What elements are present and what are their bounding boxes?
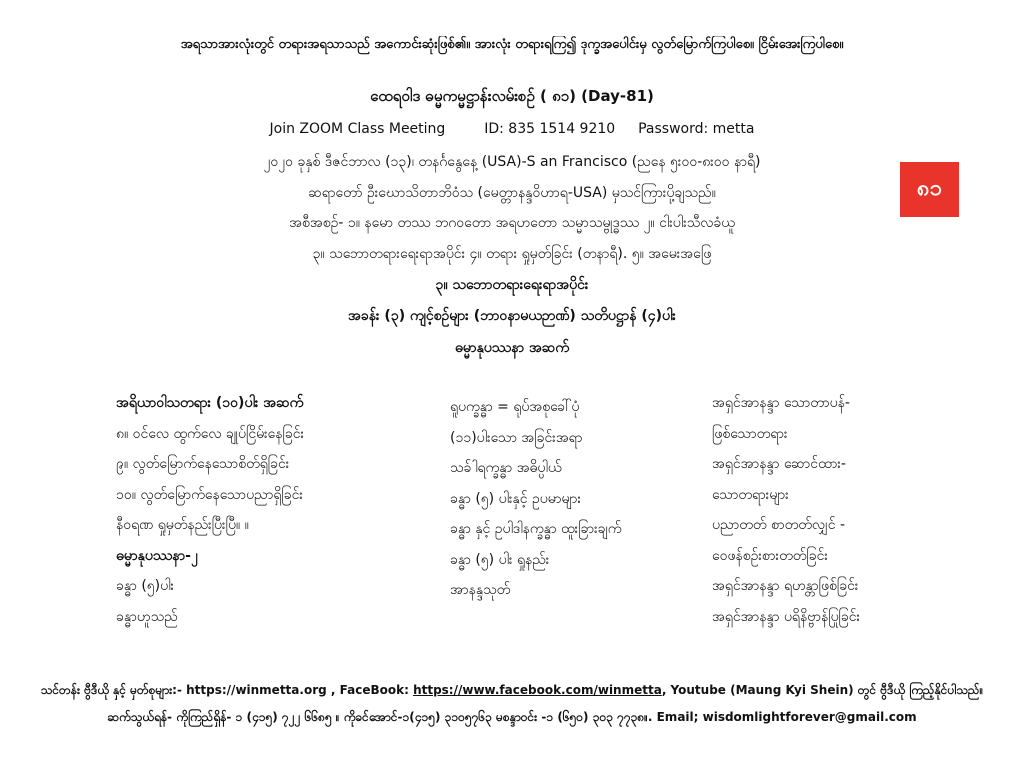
day-number: ၈၁ xyxy=(917,176,942,201)
section-topic: ဓမ္မာနုပဿနာ အဆက် xyxy=(454,340,570,356)
zoom-id: ID: 835 1514 9210 xyxy=(484,121,616,137)
list-item: ရူပက္ခန္ဓာ = ရုပ်အစုခေါ်ပုံ xyxy=(450,399,580,415)
list-item: ခန္ဓာ (၅) ပါးနှင့် ဥပမာများ xyxy=(450,490,581,507)
page-title: ထေရဝါဒ ဓမ္မကမ္မဋ္ဌာန်းလမ်းစဥ် ( ၈၁) (Day-81) xyxy=(370,87,654,105)
list-item: ဝေဖန်စဥ်းစားတတ်ခြင်း xyxy=(712,547,828,564)
teacher-line: ဆရာတော် ဦးဃောသိတာဘိဝံသ (မေတ္တာနန္ဒဝိဟာရ-USA) မှသင်ကြားပို့ချသည်။ xyxy=(308,185,716,201)
list-item: ဓမ္မာနုပဿနာ-၂ xyxy=(116,547,198,564)
list-item: ခန္ဓာ နှင့် ဥပါဒါနက္ခန္ဓာ ထူးခြားချက် xyxy=(450,521,622,537)
middle-column xyxy=(450,392,690,606)
schedule-line-1: အစီအစဥ်- ၁။ နမော တဿ ဘဂဝတော အရဟတော သမ္မာသမ္ဗုဒ္ဓဿ ၂။ ငါးပါးသီလခံယူ xyxy=(289,215,735,231)
day-number-badge xyxy=(900,162,959,217)
date-line: ၂၀၂၀ ခုနှစ် ဒီဇင်ဘာလ (၁၃)၊ တနင်္ဂနွေနေ့ (USA)-S an Francisco (ညနေ ၅း၀၀-၈း၀၀ နာရီ) xyxy=(263,154,761,170)
list-item: ခန္ဓာ (၅) ပါး ရှုနည်း xyxy=(450,551,550,568)
list-item: (၁၁)ပါးသော အခြင်းအရာ xyxy=(450,429,583,446)
list-item: ခန္ဓာ (၅)ပါး xyxy=(116,578,175,594)
schedule-line-2: ၃။ သဘောတရားရေးရာအပိုင်း ၄။ တရား ရှုမှတ်ခြင်း (တနာရီ). ၅။ အမေးအဖြေ xyxy=(312,246,712,262)
list-item: အရှင်အာနန္ဒာ ပရိနိဗ္ဗာန်ပြုခြင်း xyxy=(712,608,861,625)
list-item: ၁၀။ လွတ်မြောက်နေသောပညာရှိခြင်း xyxy=(116,486,303,503)
facebook-link[interactable]: https://www.facebook.com/winmetta xyxy=(413,683,662,697)
section-heading: ၃။ သဘောတရားရေးရာအပိုင်း xyxy=(435,277,589,293)
list-item: နီဝရဏ ရှုမှတ်နည်းပြီးပြီ။ ။ xyxy=(116,517,249,533)
left-column xyxy=(116,388,416,632)
list-item: ပညာတတ် စာတတ်လျှင် - xyxy=(712,517,846,533)
footer-links xyxy=(0,682,1024,700)
footer-links-suffix: , Youtube (Maung Kyi Shein) တွင် ဗွီဒီယို ကြည့်နိုင်ပါသည်။ xyxy=(661,683,984,697)
list-item: အရှင်အာနန္ဒာ သောတာပန်- xyxy=(712,395,850,411)
list-item: ဖြစ်သောတရား xyxy=(712,425,788,442)
section-subheading: အခန်း (၃) ကျင့်စဥ်များ (ဘာဝနာမယဉာဏ်) သတိပဋ္ဌာန် (၄)ပါး xyxy=(348,308,676,324)
list-item: ခန္ဓာဟူသည် xyxy=(116,608,178,625)
list-item: သခ်ါရက္ခန္ဓာ အဓိပ္ပါယ် xyxy=(450,460,562,476)
list-item: အရှင်အာနန္ဒာ ရဟန္တာဖြစ်ခြင်း xyxy=(712,578,859,594)
footer-contact: ဆက်သွယ်ရန်- ကိုကြည်ရှိန်- ၁ (၄၁၅) ၇၂၂ ၆၆၈၅ ။ ကိုခင်အောင်-၁(၄၁၅) ၃၁၀၅၇၆၃ မစန္ဒာဝင်း -၁ (၆၅၀) ၃၀၃ ၇၇၃၈။. Email; wisdomlightforever@gmail.com xyxy=(107,710,917,724)
list-item: အရိယာဝါသတရား (၁၀)ပါး အဆက် xyxy=(116,395,304,411)
list-item: အာနန္ဒသုတ် xyxy=(450,582,511,598)
zoom-label: Join ZOOM Class Meeting xyxy=(269,121,446,137)
footer-links-prefix: သင်တန်း ဗွီဒီယို နှင့် မှတ်စုများ:- https://winmetta.org , FaceBook: xyxy=(40,683,414,697)
list-item: သောတရားများ xyxy=(712,486,789,503)
header-motto: အရသာအားလုံးတွင် တရားအရသာသည် အကောင်းဆုံးဖြစ်၏။ အားလုံး တရားရကြ၍ ဒုက္ခအပေါင်းမှ လွတ်မြောက်ကြပါစေ။ ငြိမ်းအေးကြပါစေ။ xyxy=(180,37,844,52)
zoom-password: Password: metta xyxy=(638,121,755,137)
list-item: ၉။ လွတ်မြောက်နေသောစိတ်ရှိခြင်း xyxy=(116,456,290,472)
list-item: ၈။ ဝင်လေ ထွက်လေ ချုပ်ငြိမ်းနေခြင်း xyxy=(116,425,305,442)
list-item: အရှင်အာနန္ဒာ ဆောင်ထား- xyxy=(712,456,846,472)
right-column xyxy=(712,388,952,632)
zoom-info xyxy=(0,121,1024,137)
